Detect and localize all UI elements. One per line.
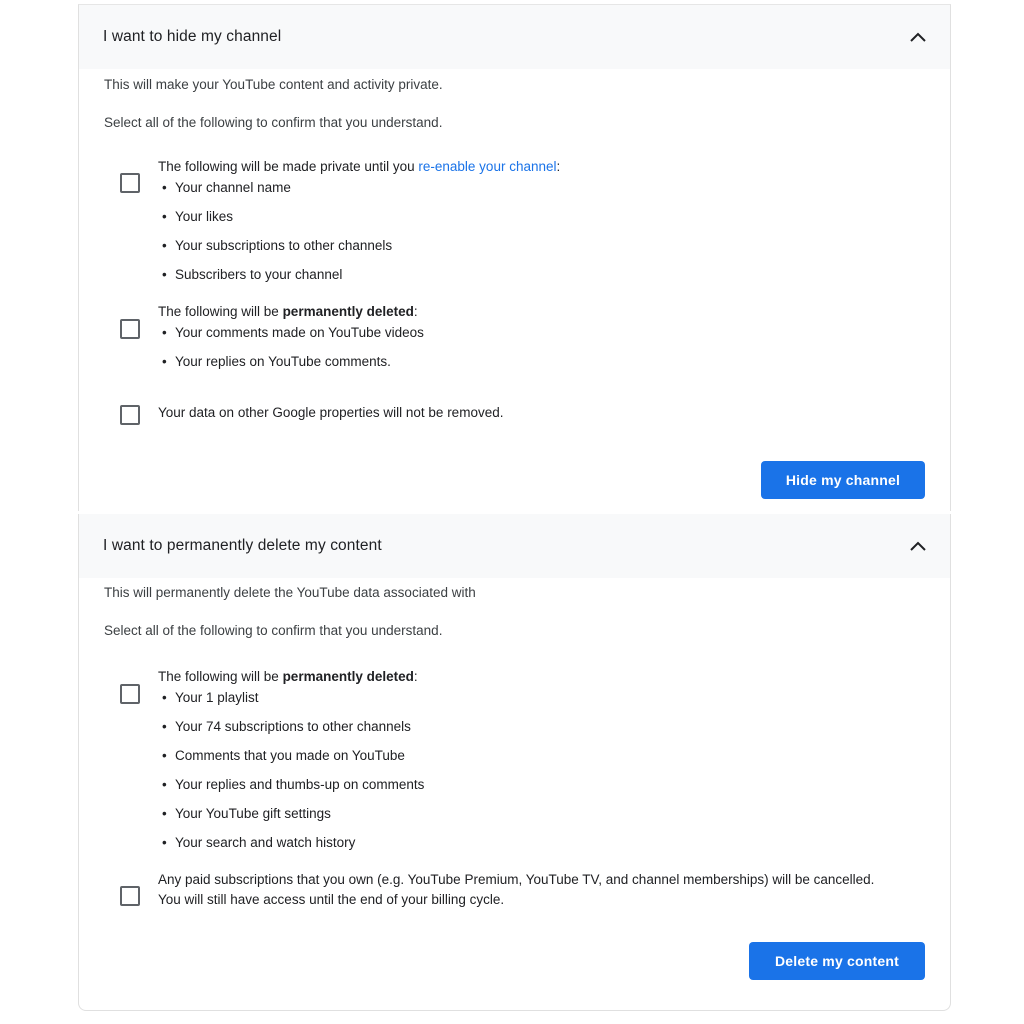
hide-channel-title: I want to hide my channel bbox=[103, 28, 282, 45]
bullet-dot: • bbox=[162, 777, 167, 792]
bullet-dot: • bbox=[162, 180, 167, 195]
hide-channel-panel bbox=[78, 4, 951, 511]
chevron-up-icon[interactable] bbox=[908, 536, 928, 556]
list-item-text: Comments that you made on YouTube bbox=[175, 748, 405, 763]
list-item bbox=[162, 178, 392, 207]
list-item bbox=[162, 804, 424, 833]
bullet-dot: • bbox=[162, 690, 167, 705]
hide-my-channel-button[interactable]: Hide my channel bbox=[761, 461, 925, 499]
delete-item1-prefix: The following will be bbox=[158, 669, 283, 684]
re-enable-channel-link[interactable]: re-enable your channel bbox=[418, 159, 557, 174]
delete-content-instruction: Select all of the following to confirm that you understand. bbox=[104, 623, 443, 638]
delete-content-description: This will permanently delete the YouTube data associated with bbox=[104, 585, 476, 600]
list-item-text: Your subscriptions to other channels bbox=[175, 238, 393, 253]
hide-item2-text bbox=[158, 302, 418, 322]
hide-confirm-private-checkbox[interactable] bbox=[120, 173, 140, 193]
hide-item3-text: Your data on other Google properties will not be removed. bbox=[158, 405, 504, 420]
hide-item2-list bbox=[162, 323, 424, 381]
hide-channel-header[interactable] bbox=[79, 5, 950, 69]
delete-content-title: I want to permanently delete my content bbox=[103, 537, 382, 554]
list-item-text: Your likes bbox=[175, 209, 234, 224]
hide-item1-prefix: The following will be made private until you bbox=[158, 159, 419, 174]
bullet-dot: • bbox=[162, 209, 167, 224]
bullet-dot: • bbox=[162, 238, 167, 253]
list-item bbox=[162, 775, 424, 804]
list-item bbox=[162, 688, 424, 717]
list-item-text: Your replies and thumbs-up on comments bbox=[175, 777, 425, 792]
hide-confirm-deleted-checkbox[interactable] bbox=[120, 319, 140, 339]
bullet-dot: • bbox=[162, 354, 167, 369]
list-item bbox=[162, 352, 424, 381]
hide-item1-suffix: : bbox=[556, 159, 561, 174]
list-item bbox=[162, 746, 424, 775]
delete-confirm-subscriptions-checkbox[interactable] bbox=[120, 886, 140, 906]
list-item bbox=[162, 236, 392, 265]
hide-item1-list bbox=[162, 178, 392, 294]
bullet-dot: • bbox=[162, 267, 167, 282]
delete-item1-suffix: : bbox=[413, 669, 418, 684]
hide-channel-description: This will make your YouTube content and activity private. bbox=[104, 77, 443, 92]
list-item bbox=[162, 207, 392, 236]
list-item bbox=[162, 833, 424, 862]
hide-item2-bold: permanently deleted bbox=[282, 304, 414, 319]
delete-item2-text: Any paid subscriptions that you own (e.g. YouTube Premium, YouTube TV, and channel memberships) will be cancelled. You will still have access until the end of your billing cycle. bbox=[158, 872, 875, 907]
list-item-text: Your replies on YouTube comments. bbox=[175, 354, 391, 369]
delete-confirm-deleted-checkbox[interactable] bbox=[120, 684, 140, 704]
delete-my-content-button[interactable]: Delete my content bbox=[749, 942, 925, 980]
delete-item1-list bbox=[162, 688, 424, 862]
hide-channel-instruction: Select all of the following to confirm that you understand. bbox=[104, 115, 443, 130]
hide-item2-suffix: : bbox=[413, 304, 418, 319]
list-item-text: Your 74 subscriptions to other channels bbox=[175, 719, 411, 734]
hide-item2-prefix: The following will be bbox=[158, 304, 283, 319]
bullet-dot: • bbox=[162, 325, 167, 340]
list-item bbox=[162, 265, 392, 294]
list-item-text: Your YouTube gift settings bbox=[175, 806, 331, 821]
list-item-text: Your search and watch history bbox=[175, 835, 356, 850]
chevron-up-icon[interactable] bbox=[908, 27, 928, 47]
list-item-text: Your comments made on YouTube videos bbox=[175, 325, 424, 340]
bullet-dot: • bbox=[162, 835, 167, 850]
list-item-text: Your channel name bbox=[175, 180, 291, 195]
hide-confirm-google-data-checkbox[interactable] bbox=[120, 405, 140, 425]
hide-item1-text bbox=[158, 157, 560, 177]
list-item bbox=[162, 717, 424, 746]
list-item-text: Your 1 playlist bbox=[175, 690, 259, 705]
bullet-dot: • bbox=[162, 719, 167, 734]
list-item-text: Subscribers to your channel bbox=[175, 267, 343, 282]
delete-item1-text bbox=[158, 667, 418, 687]
delete-content-panel bbox=[78, 514, 951, 1011]
delete-content-header[interactable] bbox=[79, 514, 950, 578]
bullet-dot: • bbox=[162, 748, 167, 763]
bullet-dot: • bbox=[162, 806, 167, 821]
list-item bbox=[162, 323, 424, 352]
delete-item1-bold: permanently deleted bbox=[282, 669, 414, 684]
